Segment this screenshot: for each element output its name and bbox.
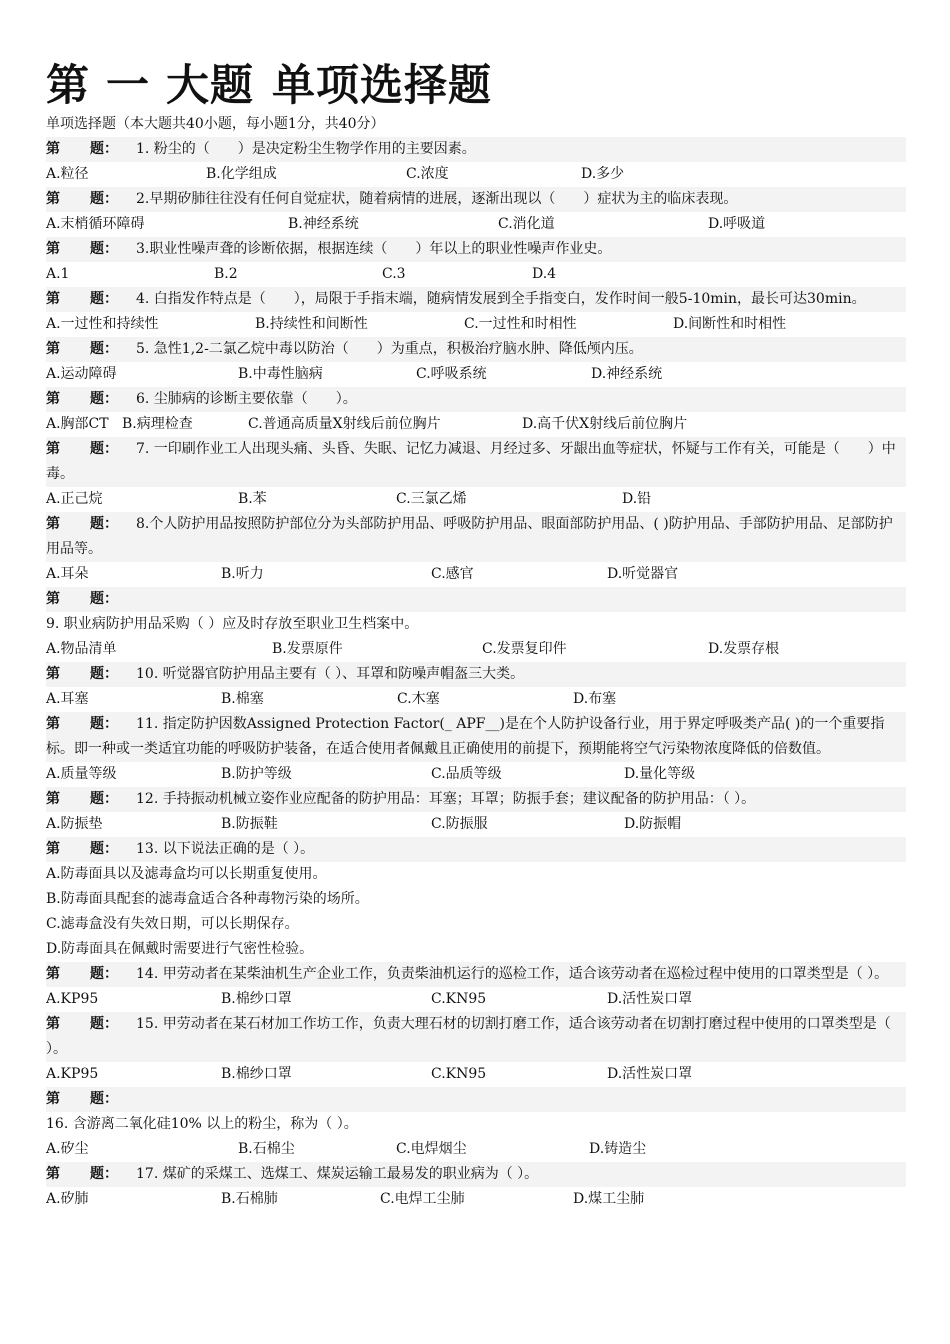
option-row <box>46 312 906 337</box>
option-row <box>46 487 906 512</box>
question-stem: 1. 粉尘的（ ）是决定粉尘生物学作用的主要因素。 <box>136 141 476 157</box>
answer-option: D.神经系统 <box>591 366 663 382</box>
question-label-di: 第 <box>46 191 60 207</box>
answer-option: D.量化等级 <box>624 766 696 782</box>
question-label-ti: 题： <box>90 1016 118 1032</box>
question-label-ti: 题： <box>90 291 118 307</box>
answer-option: D.铅 <box>622 491 652 507</box>
answer-option: C.木塞 <box>397 691 440 707</box>
answer-option: C.发票复印件 <box>482 641 567 657</box>
question-label-di: 第 <box>46 441 60 457</box>
question-label-di: 第 <box>46 966 60 982</box>
option-row <box>46 362 906 387</box>
question-label-ti: 题： <box>90 966 118 982</box>
answer-option: B.棉塞 <box>221 691 264 707</box>
answer-option: A.1 <box>46 266 70 282</box>
answer-option: B.石棉尘 <box>238 1141 295 1157</box>
answer-option: C.品质等级 <box>431 766 502 782</box>
question-label-di: 第 <box>46 666 60 682</box>
answer-option: B.防毒面具配套的滤毒盒适合各种毒物污染的场所。 <box>46 891 369 907</box>
question-label-ti: 题： <box>90 341 118 357</box>
question-stem: 4. 白指发作特点是（ ），局限于手指末端，随病情发展到全手指变白，发作时间一般5-10min，最长可达30min。 <box>136 291 866 307</box>
answer-option: D.防振帽 <box>624 816 682 832</box>
answer-option: B.防振鞋 <box>221 816 278 832</box>
answer-option: B.2 <box>214 266 238 282</box>
answer-option: C.一过性和时相性 <box>464 316 577 332</box>
section-intro: 单项选择题（本大题共40小题，每小题1分，共40分） <box>46 116 385 132</box>
option-row <box>46 762 906 787</box>
answer-option: B.持续性和间断性 <box>255 316 368 332</box>
question-label-di: 第 <box>46 516 60 532</box>
question-label-di: 第 <box>46 791 60 807</box>
option-row <box>46 162 906 187</box>
answer-option: D.活性炭口罩 <box>607 1066 693 1082</box>
question-header <box>46 1162 906 1187</box>
question-label-ti: 题： <box>90 191 118 207</box>
answer-option: A.KP95 <box>46 1066 99 1082</box>
question-header <box>46 287 906 312</box>
question-stem: 5. 急性1,2-二氯乙烷中毒以防治（ ）为重点，积极治疗脑水肿、降低颅内压。 <box>136 341 643 357</box>
question-stem: 9. 职业病防护用品采购（ ）应及时存放至职业卫生档案中。 <box>46 616 419 632</box>
question-list <box>46 137 906 1212</box>
answer-option: A.矽肺 <box>46 1191 89 1207</box>
question-header <box>46 1012 906 1062</box>
answer-option: B.石棉肺 <box>221 1191 278 1207</box>
option-row <box>46 1137 906 1162</box>
question-label-di: 第 <box>46 1091 60 1107</box>
question-header <box>46 962 906 987</box>
answer-option: A.防毒面具以及滤毒盒均可以长期重复使用。 <box>46 866 327 882</box>
option-row <box>46 562 906 587</box>
question-stem: 11. 指定防护因数Assigned Protection Factor(_ APF__)是在个人防护设备行业，用于界定呼吸类产品( )的一个重要指标。即一种或一类适宜功能的呼吸防护装备，在适合使用者佩戴且正确使用的前提下，预期能将空气污染物浓度降低的倍数值。 <box>46 716 885 757</box>
question-label-ti: 题： <box>90 516 118 532</box>
title-part-1: 第 一 大题 <box>46 61 254 111</box>
question-header <box>46 187 906 212</box>
answer-option: D.防毒面具在佩戴时需要进行气密性检验。 <box>46 941 314 957</box>
question-header <box>46 512 906 562</box>
answer-option: D.间断性和时相性 <box>673 316 787 332</box>
answer-option: D.高千伏X射线后前位胸片 <box>522 416 688 432</box>
answer-option: C.浓度 <box>406 166 449 182</box>
answer-option: D.布塞 <box>573 691 617 707</box>
answer-option: B.中毒性脑病 <box>238 366 323 382</box>
question-stem: 7. 一印刷作业工人出现头痛、头昏、失眠、记忆力减退、月经过多、牙龈出血等症状，怀疑与工作有关，可能是（ ）中毒。 <box>46 441 896 482</box>
question-label-di: 第 <box>46 1016 60 1032</box>
answer-option: B.棉纱口罩 <box>221 991 292 1007</box>
question-stem: 12. 手持振动机械立姿作业应配备的防护用品：耳塞；耳罩；防振手套；建议配备的防护用品：（ ）。 <box>136 791 756 807</box>
answer-option: C.KN95 <box>431 1066 487 1082</box>
question-label-ti: 题： <box>90 441 118 457</box>
answer-option: B.防护等级 <box>221 766 292 782</box>
answer-option: C.消化道 <box>498 216 555 232</box>
question-label-ti: 题： <box>90 391 118 407</box>
question-stem: 10. 听觉器官防护用品主要有（ ）、耳罩和防噪声帽盔三大类。 <box>136 666 525 682</box>
question-label-di: 第 <box>46 591 60 607</box>
answer-option: C.滤毒盒没有失效日期，可以长期保存。 <box>46 916 299 932</box>
answer-option: A.防振垫 <box>46 816 103 832</box>
title-part-2: 单项选择题 <box>271 61 492 111</box>
question-label-ti: 题： <box>90 1091 118 1107</box>
question-label-ti: 题： <box>90 666 118 682</box>
question-stem: 16. 含游离二氧化硅10% 以上的粉尘，称为（ ）。 <box>46 1116 358 1132</box>
answer-option: B.化学组成 <box>206 166 277 182</box>
answer-option: D.4 <box>532 266 557 282</box>
question-stem: 15. 甲劳动者在某石材加工作坊工作，负责大理石材的切割打磨工作，适合该劳动者在切割打磨过程中使用的口罩类型是（ ）。 <box>46 1016 891 1057</box>
question-label-di: 第 <box>46 391 60 407</box>
question-label-ti: 题： <box>90 716 118 732</box>
question-label-ti: 题： <box>90 841 118 857</box>
option-row <box>46 262 906 287</box>
answer-option: A.耳塞 <box>46 691 89 707</box>
question-header <box>46 137 906 162</box>
answer-option: D.多少 <box>581 166 625 182</box>
answer-option: B.神经系统 <box>288 216 359 232</box>
question-label-di: 第 <box>46 341 60 357</box>
answer-option: C.3 <box>382 266 406 282</box>
answer-option: C.电焊工尘肺 <box>380 1191 465 1207</box>
question-stem: 2.早期矽肺往往没有任何自觉症状，随着病情的进展，逐渐出现以（ ）症状为主的临床表现。 <box>136 191 738 207</box>
question-stem: 3.职业性噪声聋的诊断依据，根据连续（ ）年以上的职业性噪声作业史。 <box>136 241 612 257</box>
question-stem: 13. 以下说法正确的是（ ）。 <box>136 841 315 857</box>
question-header <box>46 587 906 612</box>
answer-option: A.耳朵 <box>46 566 89 582</box>
answer-option: D.发票存根 <box>708 641 780 657</box>
question-header <box>46 237 906 262</box>
answer-option: A.物品清单 <box>46 641 117 657</box>
answer-option: A.一过性和持续性 <box>46 316 159 332</box>
question-stem: 17. 煤矿的采煤工、选煤工、煤炭运输工最易发的职业病为（ ）。 <box>136 1166 539 1182</box>
question-label-di: 第 <box>46 291 60 307</box>
answer-option: C.感官 <box>431 566 474 582</box>
answer-option: C.电焊烟尘 <box>396 1141 467 1157</box>
answer-option: B.棉纱口罩 <box>221 1066 292 1082</box>
answer-option: D.听觉器官 <box>607 566 679 582</box>
answer-option: A.胸部CT <box>46 416 109 432</box>
answer-option: D.铸造尘 <box>589 1141 647 1157</box>
question-label-ti: 题： <box>90 141 118 157</box>
option-row <box>46 212 906 237</box>
answer-option: B.病理检查 <box>122 416 193 432</box>
question-label-di: 第 <box>46 141 60 157</box>
option-row <box>46 687 906 712</box>
option-row <box>46 987 906 1012</box>
question-label-di: 第 <box>46 841 60 857</box>
page-title <box>46 60 492 112</box>
answer-option: A.正己烷 <box>46 491 103 507</box>
option-row <box>46 1187 906 1212</box>
question-label-ti: 题： <box>90 1166 118 1182</box>
answer-option: A.质量等级 <box>46 766 117 782</box>
answer-option: A.运动障碍 <box>46 366 117 382</box>
question-header <box>46 837 906 862</box>
question-label-ti: 题： <box>90 241 118 257</box>
answer-option: C.普通高质量X射线后前位胸片 <box>248 416 441 432</box>
answer-option: B.发票原件 <box>272 641 343 657</box>
answer-option: A.粒径 <box>46 166 89 182</box>
question-header <box>46 662 906 687</box>
question-label-ti: 题： <box>90 791 118 807</box>
answer-option: B.苯 <box>238 491 267 507</box>
answer-option: C.三氯乙烯 <box>396 491 467 507</box>
question-stem: 14. 甲劳动者在某柴油机生产企业工作，负责柴油机运行的巡检工作，适合该劳动者在巡检过程中使用的口罩类型是（ ）。 <box>136 966 889 982</box>
option-row <box>46 412 906 437</box>
answer-option: D.煤工尘肺 <box>573 1191 645 1207</box>
question-stem: 6. 尘肺病的诊断主要依靠（ ）。 <box>136 391 357 407</box>
option-row <box>46 637 906 662</box>
answer-option: D.呼吸道 <box>708 216 766 232</box>
question-label-di: 第 <box>46 716 60 732</box>
question-header <box>46 787 906 812</box>
question-header <box>46 437 906 487</box>
question-label-di: 第 <box>46 1166 60 1182</box>
question-header <box>46 1087 906 1112</box>
answer-option: A.矽尘 <box>46 1141 89 1157</box>
answer-option: C.防振服 <box>431 816 488 832</box>
question-header <box>46 712 906 762</box>
question-header <box>46 387 906 412</box>
answer-option: B.听力 <box>221 566 264 582</box>
question-stem: 8.个人防护用品按照防护部位分为头部防护用品、呼吸防护用品、眼面部防护用品、( )防护用品、手部防护用品、足部防护用品等。 <box>46 516 893 557</box>
option-row <box>46 1062 906 1087</box>
answer-option: A.KP95 <box>46 991 99 1007</box>
answer-option: A.末梢循环障碍 <box>46 216 145 232</box>
question-header <box>46 337 906 362</box>
option-row <box>46 812 906 837</box>
answer-option: D.活性炭口罩 <box>607 991 693 1007</box>
answer-option: C.呼吸系统 <box>416 366 487 382</box>
question-label-di: 第 <box>46 241 60 257</box>
answer-option: C.KN95 <box>431 991 487 1007</box>
question-label-ti: 题： <box>90 591 118 607</box>
